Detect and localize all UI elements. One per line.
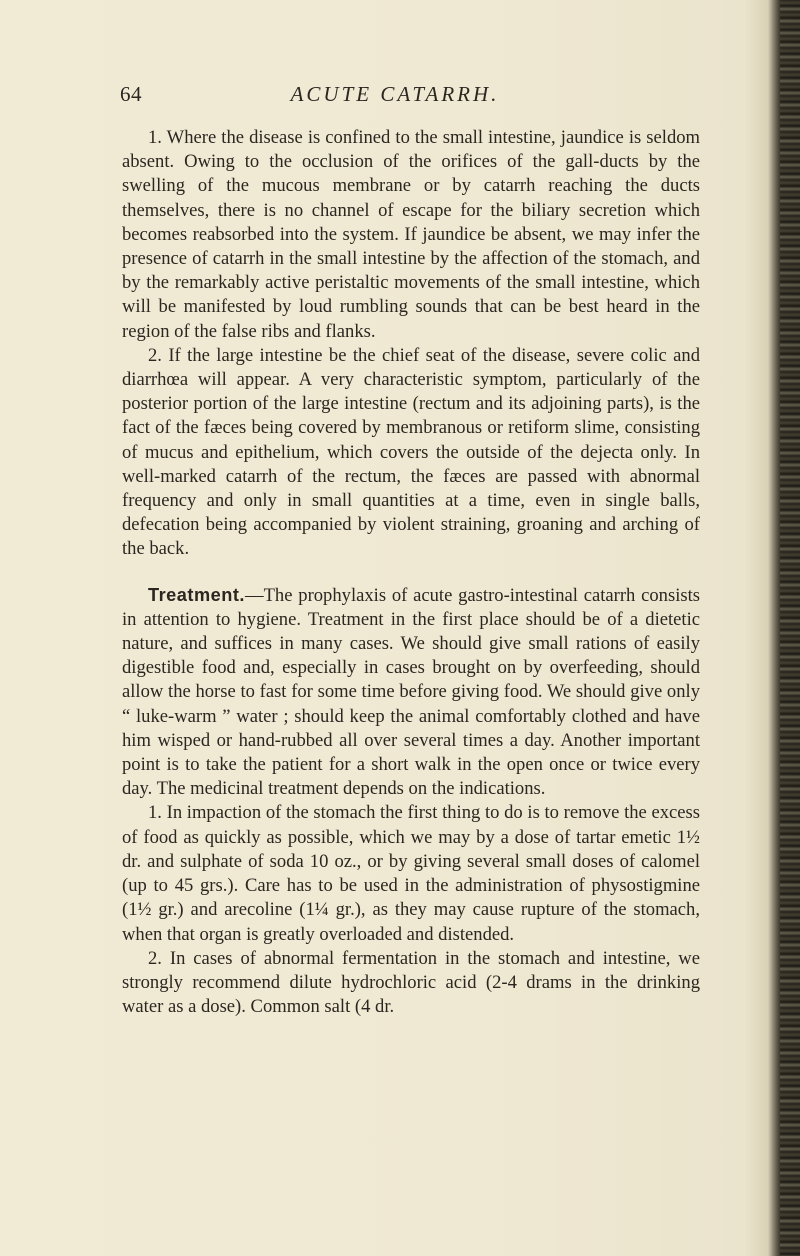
body-text: [122, 126, 700, 1019]
paragraph-treatment-item-2: 2. In cases of abnormal fermentation in the stomach and intestine, we strongly recommend dilute hydrochloric acid (2-4 drams in the drinking water as a dose). Common salt (4 dr.: [122, 947, 700, 1018]
paragraph-large-intestine: 2. If the large intestine be the chief seat of the disease, severe colic and diarrhœa will appear. A very characteristic symptom, particularly of the posterior portion of the large intestine (rectum and its adjoining parts), is the fact of the fæces being covered by membranous or retiform slime, consisting of mucus and epithelium, which covers the outside of the dejecta only. In well-marked catarrh of the rectum, the fæces are passed with abnormal frequency and only in small quantities at a time, even in single balls, defecation being accompanied by violent straining, groaning and arching of the back.: [122, 344, 700, 560]
page-header: [120, 82, 700, 112]
treatment-text: —The prophylaxis of acute gastro-intestinal catarrh consists in attention to hygiene. Treatment in the first place should be of a dietetic nature, and suffices in many cases. We should give small rations of easily digestible food and, especially in cases brought on by overfeeding, should allow the horse to fast for some time before giving food. We should give only “ luke-warm ” water ; should keep the animal comfortably clothed and have him wisped or hand-rubbed all over several times a day. Another important point is to take the patient for a short walk in the open once or twice every day. The medicinal treatment depends on the indications.: [122, 584, 700, 800]
section-spacer: [122, 562, 700, 583]
paragraph-treatment: [122, 583, 700, 802]
page-number: 64: [120, 82, 142, 106]
running-head: ACUTE CATARRH.: [290, 82, 500, 106]
treatment-heading: Treatment.: [148, 584, 245, 605]
paragraph-small-intestine: 1. Where the disease is confined to the small intestine, jaundice is seldom absent. Owing to the occlusion of the orifices of the gall-ducts by the swelling of the mucous membrane or by catarrh reaching the ducts themselves, there is no channel of escape for the biliary secretion which becomes reabsorbed into the system. If jaundice be absent, we may infer the presence of catarrh in the small intestine by the affection of the stomach, and by the remarkably active peristaltic movements of the small intestine, which will be manifested by loud rumbling sounds that can be best heard in the region of the false ribs and flanks.: [122, 127, 700, 342]
book-binding-edge: [780, 0, 800, 1256]
paragraph-treatment-item-1: 1. In impaction of the stomach the first thing to do is to remove the excess of food as quickly as possible, which we may by a dose of tartar emetic 1½ dr. and sulphate of soda 10 oz., or by giving several small doses of calomel (up to 45 grs.). Care has to be used in the administration of physostigmine (1½ gr.) and arecoline (1¼ gr.), as they may cause rupture of the stomach, when that organ is greatly overloaded and distended.: [122, 802, 700, 945]
